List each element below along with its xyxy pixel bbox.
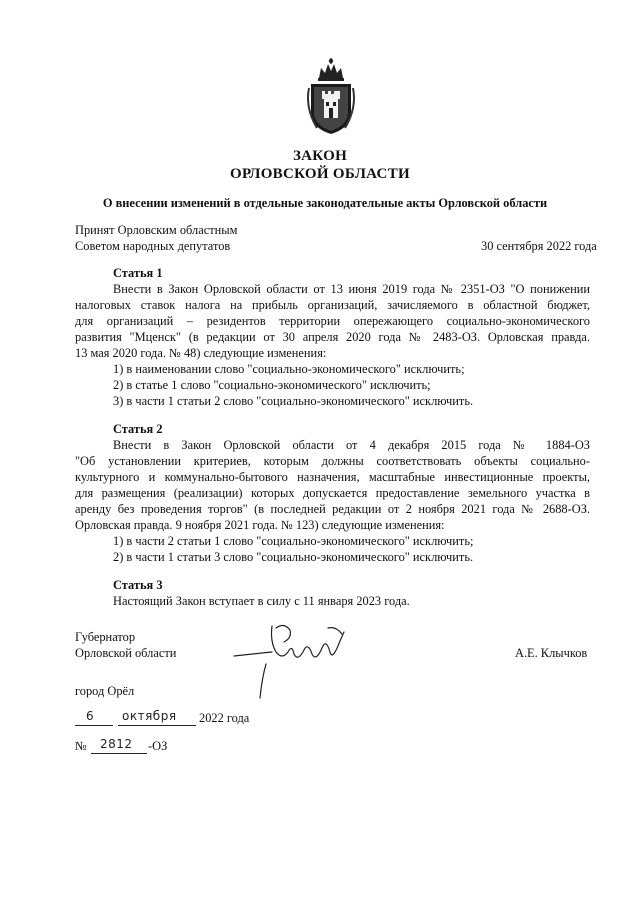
article-1-text-line: 13 мая 2020 года. № 48) следующие изменения: (75, 346, 327, 360)
document-title: ЗАКОН (292, 148, 348, 164)
law-number-suffix: -ОЗ (148, 739, 168, 753)
handwritten-signature (232, 616, 354, 702)
place-of-signing: город Орёл (75, 684, 135, 698)
issue-day: 6 (86, 709, 95, 723)
article-3-heading: Статья 3 (113, 578, 163, 592)
signatory-title-line1: Губернатор (75, 630, 136, 644)
article-2-text-line: "Об установлении критериев, которым должны соответствовать объекты социально- (75, 454, 590, 468)
article-2-text-line: культурного и коммунально-бытового назначения, масштабные инвестиционные проекты, (75, 470, 590, 484)
document-title-region: ОРЛОВСКОЙ ОБЛАСТИ (230, 166, 410, 182)
article-3-text: Настоящий Закон вступает в силу с 11 января 2023 года. (113, 594, 410, 608)
article-1-text-line: Внести в Закон Орловской области от 13 июня 2019 года № 2351-ОЗ "О понижении (113, 282, 590, 296)
signatory-title-line2: Орловской области (75, 646, 177, 660)
article-1-heading: Статья 1 (113, 266, 163, 280)
document-subtitle: О внесении изменений в отдельные законодательные акты Орловской области (102, 196, 548, 210)
adopted-by-line2: Советом народных депутатов (75, 239, 231, 253)
issue-month: октября (122, 709, 177, 723)
article-1-item: 2) в статье 1 слово "социально-экономического" исключить; (113, 378, 431, 392)
coat-of-arms-emblem (303, 58, 359, 136)
article-2-heading: Статья 2 (113, 422, 163, 436)
article-2-text-line: Внести в Закон Орловской области от 4 декабря 2015 года № 1884-ОЗ (113, 438, 590, 452)
law-number-prefix: № (75, 739, 87, 753)
article-1-item: 3) в части 1 статьи 2 слово "социально-экономического" исключить. (113, 394, 474, 408)
issue-year: 2022 года (199, 711, 250, 725)
adoption-date: 30 сентября 2022 года (481, 239, 597, 253)
article-1-text-line: налоговых ставок налога на прибыль организаций, зачисляемого в областной бюджет, (75, 298, 590, 312)
article-1-text-line: для организаций – резидентов территории опережающего социально-экономического (75, 314, 590, 328)
article-2-text-line: Орловская правда. 9 ноября 2021 года. № 123) следующие изменения: (75, 518, 445, 532)
article-2-text-line: аренду без проведения торгов" (в последней редакции от 2 ноября 2021 года № 2688-ОЗ. (75, 502, 590, 516)
law-number: 2812 (100, 737, 133, 751)
adopted-by-line1: Принят Орловским областным (75, 223, 238, 237)
article-1-item: 1) в наименовании слово "социально-экономического" исключить; (113, 362, 465, 376)
article-2-item: 1) в части 2 статьи 1 слово "социально-экономического" исключить; (113, 534, 474, 548)
article-1-text-line: развития "Мценск" (в редакции от 30 апреля 2020 года № 2483-ОЗ. Орловская правда. (75, 330, 590, 344)
article-2-text-line: для размещения (реализации) которых допускается предоставление земельного участка в (75, 486, 590, 500)
article-2-item: 2) в части 1 статьи 3 слово "социально-экономического" исключить. (113, 550, 474, 564)
signatory-name: А.Е. Клычков (515, 646, 588, 660)
